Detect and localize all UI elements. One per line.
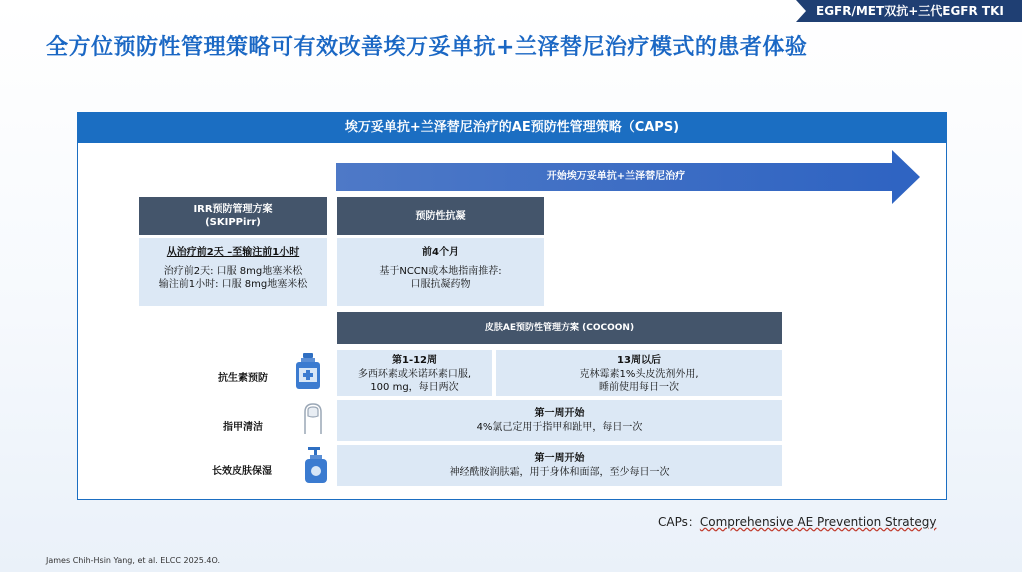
anticoag-line1: 基于NCCN或本地指南推荐: [379, 266, 502, 277]
moisturizer-when: 第一周开始 [534, 453, 585, 464]
antibiotic-early-when: 第1-12周 [391, 355, 438, 366]
lotion-bottle-icon [302, 447, 330, 487]
nail-when: 第一周开始 [534, 408, 585, 419]
moisturizer-text: 神经酰胺润肤霜，用于身体和面部，至少每日一次 [449, 467, 670, 478]
antibiotic-label: 抗生素预防 [218, 373, 268, 384]
arrow-head-icon [892, 150, 920, 204]
anticoag-when: 前4个月 [422, 247, 459, 258]
irr-box [139, 238, 327, 306]
anticoag-line2: 口服抗凝药物 [410, 279, 471, 290]
irr-header [139, 197, 327, 235]
irr-header-text: IRR预防管理方案 (SKIPPirr) [193, 204, 273, 228]
antibiotic-late-line2: 睡前使用每日一次 [599, 382, 679, 393]
antibiotic-late-when: 13周以后 [617, 355, 661, 366]
antibiotic-late-box [496, 350, 782, 396]
cocoon-header: 皮肤AE预防性管理方案 (COCOON) [337, 312, 782, 344]
moisturizer-label: 长效皮肤保湿 [212, 466, 272, 477]
treatment-start-arrow: 开始埃万妥单抗+兰泽替尼治疗 [336, 163, 896, 191]
moisturizer-box [337, 445, 782, 486]
nail-label: 指甲清洁 [223, 422, 263, 433]
caps-frame-title: 埃万妥单抗+兰泽替尼治疗的AE预防性管理策略（CAPS) [78, 113, 946, 143]
nail-text: 4%氯己定用于指甲和趾甲，每日一次 [476, 422, 643, 433]
antibiotic-late-line1: 克林霉素1%头皮洗剂外用, [579, 369, 699, 380]
antibiotic-early-line1: 多西环素或米诺环素口服, [357, 369, 472, 380]
page-title: 全方位预防性管理策略可有效改善埃万妥单抗+兰泽替尼治疗模式的患者体验 [46, 35, 808, 60]
caps-prefix: CAPs： [658, 515, 700, 529]
anticoag-box [337, 238, 544, 306]
irr-when: 从治疗前2天 –至输注前1小时 [166, 247, 300, 258]
reference: James Chih-Hsin Yang, et al. ELCC 2025.4O. [46, 556, 221, 565]
fingernail-icon [302, 402, 324, 438]
caps-abbreviation-note [658, 513, 936, 530]
anticoag-header: 预防性抗凝 [337, 197, 544, 235]
medicine-bottle-icon [295, 353, 321, 393]
caps-full: Comprehensive AE Prevention Strategy [699, 515, 937, 529]
topic-tag: EGFR/MET双抗+三代EGFR TKI [796, 0, 1022, 22]
antibiotic-early-box [337, 350, 492, 396]
irr-line2: 输注前1小时: 口服 8mg地塞米松 [158, 279, 308, 290]
nail-box [337, 400, 782, 441]
antibiotic-early-line2: 100 mg，每日两次 [370, 382, 459, 393]
irr-line1: 治疗前2天: 口服 8mg地塞米松 [163, 266, 303, 277]
